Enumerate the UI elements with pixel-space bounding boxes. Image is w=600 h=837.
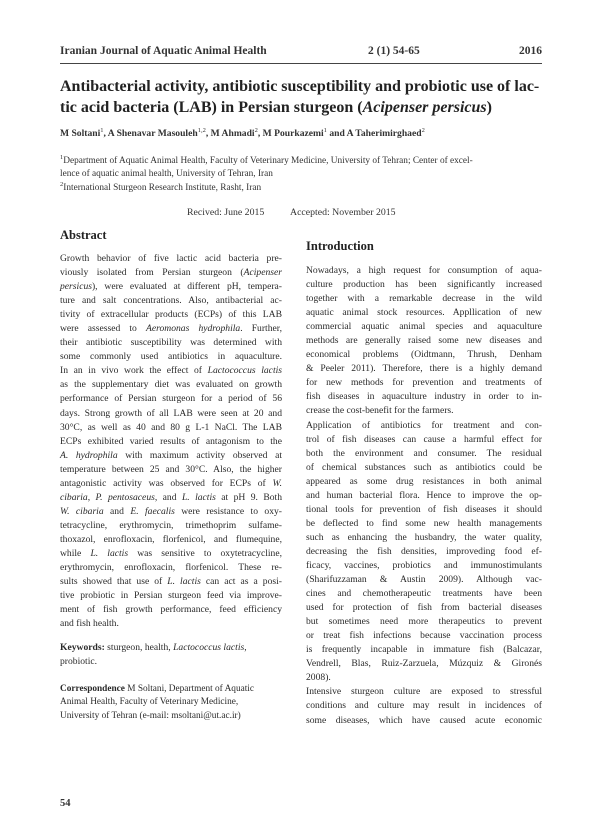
abstract-body: [60, 252, 282, 631]
received-date: Recived: June 2015: [187, 207, 265, 218]
text-line: [60, 519, 282, 533]
introduction-heading: Introduction: [306, 239, 374, 253]
abstract-heading: Abstract: [60, 228, 107, 242]
text-line: (Sharifuzzaman & Austin 2009). Although vac-: [306, 574, 542, 586]
italic-species-name: Acipenser: [243, 267, 282, 279]
text-segment: antagonistic activity was observed for ECPs of: [60, 477, 273, 489]
text-line: culture production has been significantly increased: [306, 279, 542, 291]
text-line: [60, 322, 282, 336]
text-segment: days. Strong growth of all LAB were seen at 20 and: [60, 407, 282, 419]
text-line: together with a remarkable decrease in the wild: [306, 293, 542, 305]
text-segment: their antibiotic susceptibility was determined with: [60, 337, 282, 349]
text-segment: sults showed that use of: [60, 576, 168, 588]
keywords-comma: ,: [244, 642, 247, 653]
text-line: [60, 421, 282, 435]
title-line-2-end: ): [486, 99, 492, 116]
text-segment: can act as a posi-: [200, 576, 282, 588]
author-separator: ,: [205, 128, 211, 140]
text-line: [60, 491, 282, 505]
text-line: trol of fish diseases can cause a harmful effect for: [306, 433, 542, 445]
text-segment: tivity of extracellular products (ECPs) of this LAB: [60, 309, 282, 321]
text-line: used for protection of fish from bacterial diseases: [306, 602, 542, 614]
correspondence-line-3: University of Tehran (e-mail: msoltani@ut.ac.ir): [60, 710, 241, 721]
text-line: commercial aquatic animal species and aquaculture: [306, 321, 542, 333]
text-line: [60, 603, 282, 617]
italic-species-name: L. lactis: [181, 491, 216, 503]
author-name: A Taherimirghaed: [346, 128, 422, 140]
italic-species-name: Lactococcus lactis: [207, 365, 283, 377]
text-line: [60, 463, 282, 477]
text-line: [60, 294, 282, 308]
text-line: fish diseases in aquaculture industry in order to in-: [306, 391, 542, 403]
text-segment: ECPs exhibited varied results of antagonism to the: [60, 435, 282, 447]
text-line: [60, 252, 282, 266]
text-line: Application of antibiotics for treatment and con-: [306, 419, 542, 431]
text-line: [60, 533, 282, 547]
affiliation-1-line-2: lence of aquatic animal health, University of Tehran, Iran: [60, 169, 273, 180]
text-segment: , and: [154, 491, 182, 503]
title-species-name: Acipenser persicus: [362, 99, 487, 116]
correspondence-line-1: M Soltani, Department of Aquatic: [124, 684, 255, 694]
correspondence-line-2: Animal Health, Faculty of Veterinary Medicine,: [60, 697, 239, 708]
text-line: [60, 280, 282, 294]
author-list: [60, 127, 542, 139]
text-line: [60, 617, 282, 631]
title-line-1: Antibacterial activity, antibiotic susceptibility and probiotic use of lac-: [60, 78, 540, 95]
text-segment: . Further,: [240, 323, 282, 335]
text-line: and human bacterial flora. Hence to improve the op-: [306, 489, 542, 501]
text-line: [60, 407, 282, 421]
author-name: A Shenavar Masouleh: [107, 128, 198, 140]
text-line: [60, 392, 282, 406]
text-line: 2008).: [306, 672, 331, 684]
text-line: ficacy, vaccines, probiotics and immunostimulants: [306, 559, 542, 571]
correspondence-label: Correspondence: [60, 684, 125, 694]
text-segment: while: [60, 547, 91, 559]
text-segment: tetracycline, erythromycin, trimethoprim sulfame-: [60, 519, 282, 531]
text-line: economical problems (Oidtmann, Thrush, Denham: [306, 349, 542, 361]
text-line: appeared as some drug resistances in both animal: [306, 475, 542, 487]
header-divider: [60, 63, 542, 64]
text-segment: with maximum activity observed at: [117, 449, 282, 461]
text-line: [60, 308, 282, 322]
journal-name: Iranian Journal of Aquatic Animal Health: [60, 45, 267, 57]
text-line: [60, 561, 282, 575]
text-segment: Growth behavior of five lactic acid bacteria pre-: [60, 253, 282, 264]
keywords-label: Keywords:: [60, 642, 105, 653]
text-line: or treat fish infections because vaccination process: [306, 630, 542, 642]
text-segment: tive probiotic in Persian sturgeon feed via improve-: [60, 590, 282, 602]
text-line: [60, 505, 282, 519]
text-segment: viously isolated from Persian sturgeon (: [60, 267, 244, 279]
text-segment: as the supplementary diet was evaluated on growth: [60, 379, 282, 391]
article-title: [60, 76, 542, 118]
text-segment: and fish health.: [60, 618, 119, 630]
italic-species-name: L. lactis: [167, 576, 201, 588]
text-segment: was sensitive to oxytetracycline,: [128, 547, 283, 559]
text-segment: temperature between 25 and 30°C. Also, the higher: [60, 463, 282, 475]
text-line: [60, 364, 282, 378]
text-line: [60, 350, 282, 364]
text-line: decreasing the fish densities, improveding food ef-: [306, 545, 542, 557]
author-affiliation-marker: 2: [421, 127, 425, 134]
italic-species-name: E. faecalis: [130, 505, 175, 517]
italic-species-name: P. pentosaceus: [95, 491, 155, 503]
text-line: [60, 378, 282, 392]
introduction-body: [306, 264, 542, 728]
text-line: Intensive sturgeon culture are exposed to stressful: [306, 686, 542, 698]
text-segment: ture and salt concentrations. Also, antibacterial ac-: [60, 295, 282, 307]
text-line: [60, 477, 282, 491]
author-separator: ,: [257, 128, 263, 140]
text-segment: ,: [87, 491, 96, 503]
author-affiliation-marker: 1: [100, 127, 104, 134]
text-line: [60, 435, 282, 449]
author-affiliation-marker: 1: [323, 127, 327, 134]
text-line: [60, 547, 282, 561]
text-line: conditions and culture may result in incidences of: [306, 700, 542, 712]
text-line: be deflected to find some new health managements: [306, 517, 542, 529]
author-name: M Pourkazemi: [262, 128, 324, 140]
text-line: but sometimes need more therapeutics to prevent: [306, 616, 542, 628]
italic-species-name: A. hydrophila: [60, 449, 118, 461]
author-separator: and: [326, 128, 347, 140]
author-name: M Ahmadi: [210, 128, 255, 140]
text-line: [60, 266, 282, 280]
text-line: tional tools for prevention of fish diseases it should: [306, 503, 542, 515]
keywords: [60, 641, 282, 669]
affiliation-2-marker: 2: [60, 181, 64, 188]
text-segment: 30°C, as well as 40 and 80 g L-1 NaCl. The LAB: [60, 421, 282, 433]
text-line: [60, 336, 282, 350]
author-name: M Soltani: [60, 128, 101, 140]
text-segment: at pH 9. Both: [215, 491, 283, 503]
text-line: both the environment and consumer. The residual: [306, 447, 542, 459]
text-segment: were assessed to: [60, 323, 146, 335]
text-line: [60, 575, 282, 589]
keywords-species: Lactococcus lactis: [173, 642, 245, 653]
text-segment: and: [103, 505, 131, 517]
keywords-line-2: probiotic.: [60, 656, 98, 667]
text-line: for new methods for prevention and treatments of: [306, 377, 542, 389]
text-line: cines and chemotherapeutic treatments have been: [306, 588, 542, 600]
text-line: of chemical substances such as antibiotics could be: [306, 461, 542, 473]
page-number: 54: [60, 798, 71, 809]
italic-species-name: persicus: [60, 281, 92, 293]
text-line: & Peeler 2011). Therefore, there is a highly demand: [306, 363, 542, 375]
affiliation-2: [60, 178, 542, 195]
keywords-text: sturgeon, health,: [104, 642, 174, 653]
italic-species-name: Aeromonas hydrophila: [145, 323, 241, 335]
accepted-date: Accepted: November 2015: [290, 207, 396, 218]
text-line: is frequently incapable in immature fish (Balcazar,: [306, 644, 542, 656]
publication-year: 2016: [519, 45, 542, 57]
text-segment: were resistance to oxy-: [174, 505, 283, 517]
correspondence: [60, 683, 282, 723]
text-line: Vendrell, Blas, Ruiz-Zarzuela, Múzquiz & Gironés: [306, 658, 542, 670]
text-line: Nowadays, a high request for consumption of aqua-: [306, 265, 542, 276]
text-segment: ment of fish growth performance, feed efficiency: [60, 604, 282, 616]
volume-pages: 2 (1) 54-65: [368, 45, 420, 57]
text-segment: some commonly used antibiotics in aquaculture.: [60, 351, 282, 363]
text-line: [60, 589, 282, 603]
italic-species-name: L. lactis: [90, 547, 129, 559]
author-separator: ,: [103, 128, 108, 140]
affiliation-1-line-1: Department of Aquatic Animal Health, Faculty of Veterinary Medicine, University of Tehran; Center of excel-: [63, 156, 473, 167]
text-line: aquatic animal stock resources. Appllication of new: [306, 307, 542, 319]
italic-species-name: W. cibaria: [60, 505, 104, 517]
text-line: some diseases, which have caused acute economic: [306, 714, 542, 726]
author-affiliation-marker: 2: [254, 127, 258, 134]
italic-species-name: cibaria: [60, 491, 88, 503]
affiliation-1-marker: 1: [60, 154, 64, 161]
text-line: methods are generally raised some new diseases and: [306, 335, 542, 347]
text-line: crease the cost-benefit for the farmers.: [306, 405, 454, 417]
text-segment: erythromycin, enrofloxacin, florfenicol. These re-: [60, 562, 282, 574]
italic-species-name: W.: [272, 477, 282, 489]
text-line: [60, 449, 282, 463]
text-line: such as enhancing the husbandry, the water quality,: [306, 531, 542, 543]
text-segment: thoxazol, enrofloxacin, florfenicol, and flumequine,: [60, 533, 282, 545]
affiliation-2-line-1: International Sturgeon Research Institute, Rasht, Iran: [63, 183, 262, 194]
text-segment: performance of Persian sturgeon for a period of 56: [60, 393, 282, 405]
text-segment: In an in vivo work the effect of: [60, 365, 208, 377]
text-segment: ), were evaluated at different pH, tempera-: [91, 281, 282, 293]
author-affiliation-marker: 1,2: [197, 127, 206, 134]
title-line-2-start: tic acid bacteria (LAB) in Persian sturgeon (: [60, 99, 363, 116]
